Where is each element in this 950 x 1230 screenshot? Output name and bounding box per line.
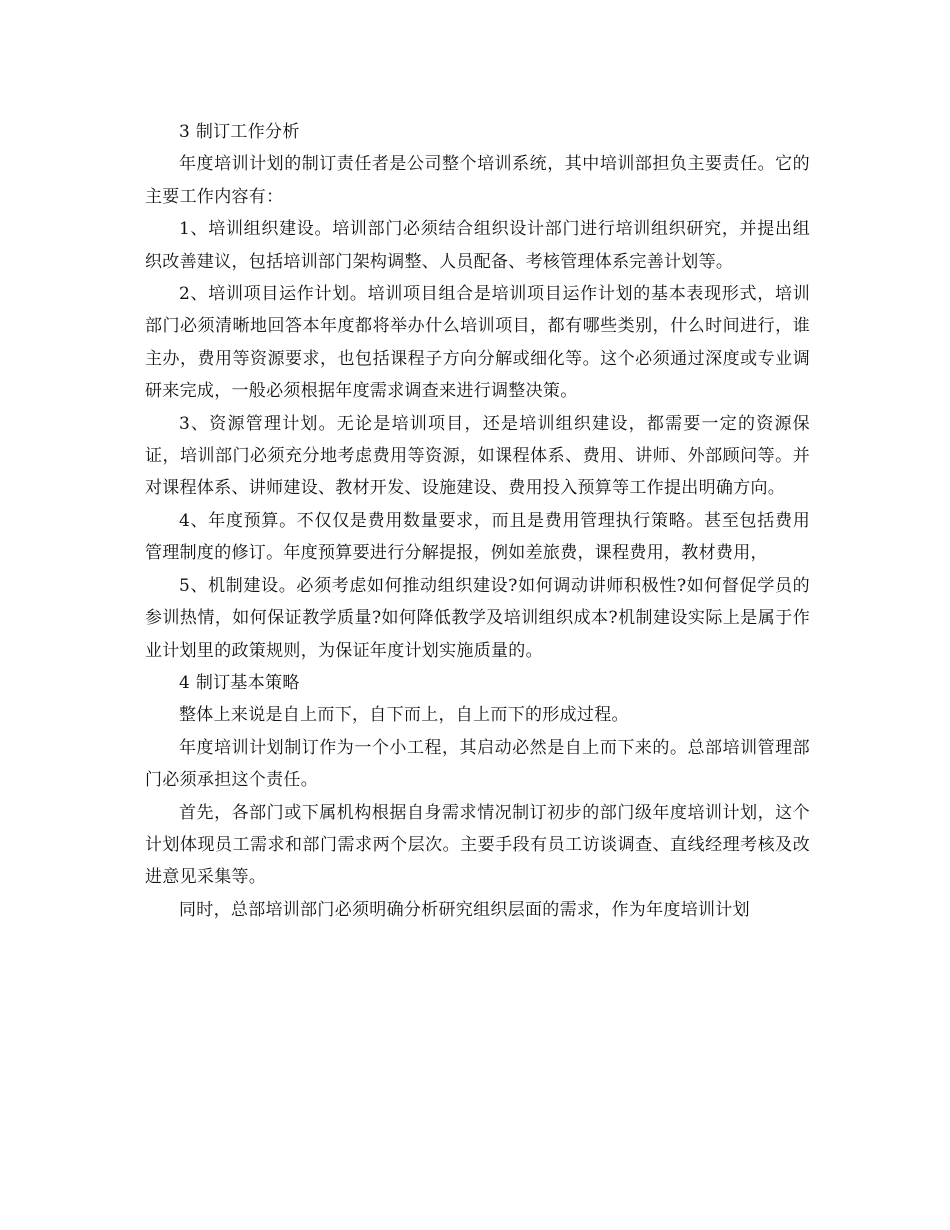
- paragraph-startup: 年度培训计划制订作为一个小工程，其启动必然是自上而下来的。总部培训管理部门必须承担这个责任。: [145, 737, 810, 791]
- section-heading-3: 3 制订工作分析: [179, 122, 300, 142]
- document-body: [145, 116, 810, 926]
- paragraph-overall: 整体上来说是自上而下，自下而上，自上而下的形成过程。: [179, 705, 629, 726]
- paragraph-item-5: 5、机制建设。必须考虑如何推动组织建设?如何调动讲师积极性?如何督促学员的参训热情，如何保证教学质量?如何降低教学及培训组织成本?机制建设实际上是属于作业计划里的政策规则，为保证年度计划实施质量的。: [145, 575, 810, 661]
- paragraph-first: 首先，各部门或下属机构根据自身需求情况制订初步的部门级年度培训计划，这个计划体现员工需求和部门需求两个层次。主要手段有员工访谈调查、直线经理考核及改进意见采集等。: [145, 802, 810, 888]
- section-heading-4: 4 制订基本策略: [179, 672, 300, 693]
- paragraph-item-2: 2、培训项目运作计划。培训项目组合是培训项目运作计划的基本表现形式，培训部门必须清晰地回答本年度都将举办什么培训项目，都有哪些类别，什么时间进行，谁主办，费用等资源要求，也包括课程子方向分解或细化等。这个必须通过深度或专业调研来完成，一般必须根据年度需求调查来进行调整决策。: [145, 284, 810, 402]
- paragraph-intro: 年度培训计划的制订责任者是公司整个培训系统，其中培训部担负主要责任。它的主要工作内容有：: [145, 154, 810, 207]
- paragraph-item-4: 4、年度预算。不仅仅是费用数量要求，而且是费用管理执行策略。甚至包括费用管理制度的修订。年度预算要进行分解提报，例如差旅费，课程费用，教材费用，: [145, 510, 810, 564]
- paragraph-item-3: 3、资源管理计划。无论是培训项目，还是培训组织建设，都需要一定的资源保证，培训部门必须充分地考虑费用等资源，如课程体系、费用、讲师、外部顾问等。并对课程体系、讲师建设、教材开发、设施建设、费用投入预算等工作提出明确方向。: [145, 413, 810, 499]
- paragraph-meanwhile: 同时，总部培训部门必须明确分析研究组织层面的需求，作为年度培训计划: [179, 899, 750, 920]
- paragraph-item-1: 1、培训组织建设。培训部门必须结合组织设计部门进行培训组织研究，并提出组织改善建议，包括培训部门架构调整、人员配备、考核管理体系完善计划等。: [145, 219, 810, 272]
